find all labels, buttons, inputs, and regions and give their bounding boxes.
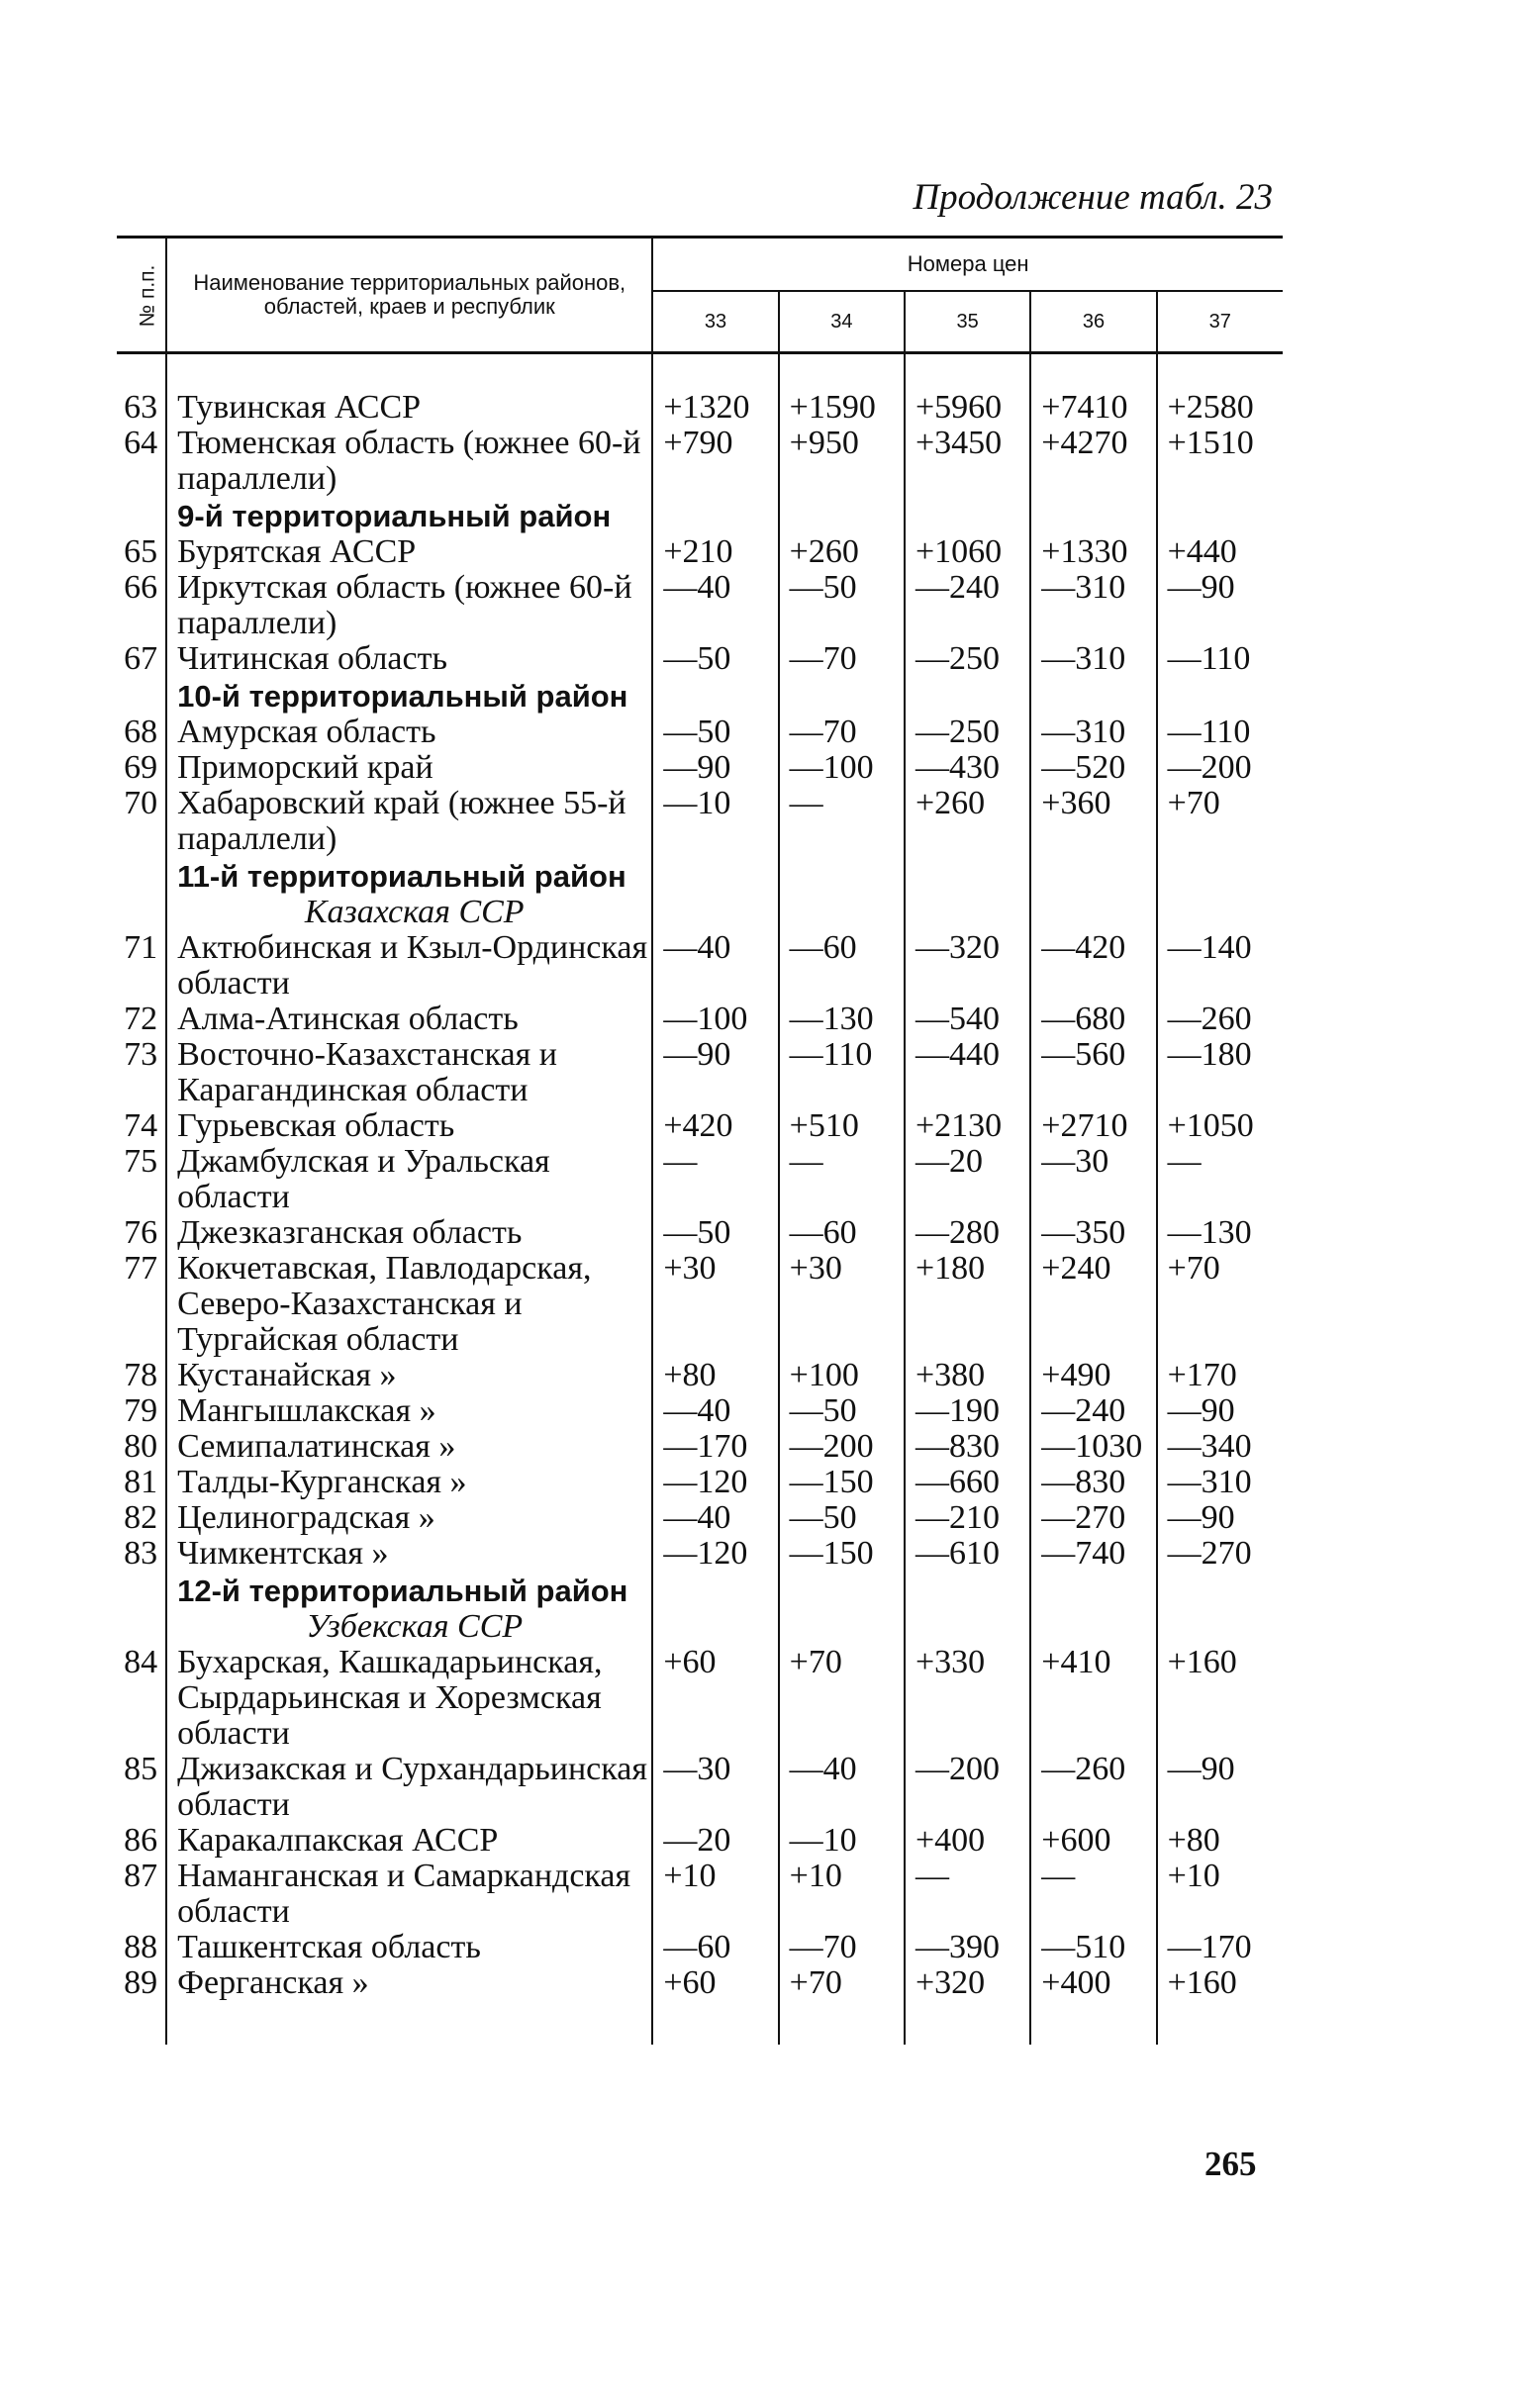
price-value: —20: [905, 1144, 1030, 1215]
price-value: +30: [663, 1250, 717, 1287]
price-value: —50: [779, 1393, 905, 1429]
table-row: [117, 1429, 1283, 1465]
table-row: [117, 1358, 1283, 1393]
price-value: [779, 895, 905, 930]
price-value: —50: [663, 1214, 731, 1251]
price-value: —260: [1157, 1002, 1283, 1037]
price-value: —130: [1157, 1215, 1283, 1251]
column-header-price: 37: [1157, 291, 1283, 353]
price-value: —60: [663, 1929, 731, 1965]
table-row: [117, 786, 1283, 857]
region-name: Целиноградская »: [166, 1500, 652, 1536]
price-value: —120: [663, 1464, 748, 1500]
region-name: Ташкентская область: [166, 1930, 652, 1965]
price-value: [905, 895, 1030, 930]
region-name: Амурская область: [166, 715, 652, 750]
price-value: +320: [905, 1965, 1030, 2045]
price-value: —90: [1157, 1752, 1283, 1823]
row-number: 66: [117, 570, 166, 641]
region-name: Каракалпакская АССР: [166, 1823, 652, 1859]
price-value: [905, 677, 1030, 715]
price-value: [652, 497, 778, 534]
row-number: [117, 1572, 166, 1609]
price-value: —70: [779, 641, 905, 677]
region-name: Бухарская, Кашкадарьинская, Сырдарьинская и Хорезмская области: [166, 1645, 652, 1752]
price-value: [1030, 895, 1156, 930]
price-value: —110: [779, 1037, 905, 1108]
price-value: +360: [1030, 786, 1156, 857]
row-number: 88: [117, 1930, 166, 1965]
row-number: 89: [117, 1965, 166, 2045]
price-value: [652, 1572, 778, 1609]
price-value: —70: [779, 1930, 905, 1965]
price-value: [652, 677, 778, 715]
price-value: —740: [1030, 1536, 1156, 1572]
region-name: Алма-Атинская область: [166, 1002, 652, 1037]
price-value: —320: [905, 930, 1030, 1002]
republic-title: Казахская ССР: [166, 895, 652, 930]
price-value: [1157, 497, 1283, 534]
region-name: Джизакская и Сурхандарьинская области: [166, 1752, 652, 1823]
price-value: +10: [1157, 1859, 1283, 1930]
region-name: Тюменская область (южнее 60-й параллели): [166, 426, 652, 497]
price-value: —60: [779, 930, 905, 1002]
region-name: Чимкентская »: [166, 1536, 652, 1572]
row-number: [117, 1609, 166, 1645]
price-value: —60: [779, 1215, 905, 1251]
price-value: —50: [663, 714, 731, 750]
price-value: —240: [1030, 1393, 1156, 1429]
price-value: +490: [1030, 1358, 1156, 1393]
price-value: [779, 677, 905, 715]
region-name: Джамбулская и Уральская области: [166, 1144, 652, 1215]
price-value: +160: [1157, 1965, 1283, 2045]
table-row: [117, 1859, 1283, 1930]
row-number: 82: [117, 1500, 166, 1536]
row-number: 75: [117, 1144, 166, 1215]
table-row: [117, 426, 1283, 497]
price-value: +950: [779, 426, 905, 497]
row-number: 69: [117, 750, 166, 786]
row-number: 83: [117, 1536, 166, 1572]
price-value: [905, 1609, 1030, 1645]
price-value: —: [779, 1144, 905, 1215]
price-value: —40: [663, 569, 731, 606]
region-name: Гурьевская область: [166, 1108, 652, 1144]
price-value: —180: [1157, 1037, 1283, 1108]
table-caption: Продолжение табл. 23: [913, 177, 1273, 218]
row-number: 84: [117, 1645, 166, 1752]
republic-heading-row: [117, 895, 1283, 930]
table-row: [117, 1823, 1283, 1859]
region-name: Актюбинская и Кзыл-Ординская области: [166, 930, 652, 1002]
column-header-price: 33: [652, 291, 778, 353]
row-number: 72: [117, 1002, 166, 1037]
price-value: [1030, 1572, 1156, 1609]
price-value: +10: [663, 1858, 717, 1894]
price-value: —50: [779, 570, 905, 641]
price-value: —140: [1157, 930, 1283, 1002]
price-value: [779, 1572, 905, 1609]
price-value: —90: [663, 749, 731, 786]
republic-heading-row: [117, 1609, 1283, 1645]
price-value: +2130: [905, 1108, 1030, 1144]
region-name: Восточно-Казахстанская и Карагандинская области: [166, 1037, 652, 1108]
price-value: +7410: [1030, 353, 1156, 427]
price-value: —250: [905, 715, 1030, 750]
region-name: Бурятская АССР: [166, 534, 652, 570]
price-value: —310: [1157, 1465, 1283, 1500]
price-value: —260: [1030, 1752, 1156, 1823]
table-row: [117, 1144, 1283, 1215]
price-value: —200: [905, 1752, 1030, 1823]
price-value: —210: [905, 1500, 1030, 1536]
price-value: —130: [779, 1002, 905, 1037]
price-value: [1030, 677, 1156, 715]
table-row: [117, 1037, 1283, 1108]
table-row: [117, 750, 1283, 786]
price-value: —10: [663, 785, 731, 821]
row-number: 87: [117, 1859, 166, 1930]
price-value: —: [663, 1143, 698, 1180]
price-value: +70: [1157, 1251, 1283, 1358]
section-title: 10-й территориальный район: [166, 677, 652, 715]
section-heading-row: [117, 857, 1283, 895]
price-value: —: [905, 1859, 1030, 1930]
price-value: —40: [663, 1392, 731, 1429]
price-value: +100: [779, 1358, 905, 1393]
price-value: —100: [663, 1001, 748, 1037]
column-header-price: 36: [1030, 291, 1156, 353]
price-value: +30: [779, 1251, 905, 1358]
column-header-group: Номера цен: [652, 238, 1283, 292]
price-value: —560: [1030, 1037, 1156, 1108]
price-value: —310: [1030, 570, 1156, 641]
row-number: [117, 497, 166, 534]
price-value: —: [1157, 1144, 1283, 1215]
price-value: —240: [905, 570, 1030, 641]
republic-title: Узбекская ССР: [166, 1609, 652, 1645]
price-value: —40: [663, 1499, 731, 1536]
price-value: —510: [1030, 1930, 1156, 1965]
row-number: 67: [117, 641, 166, 677]
price-value: —280: [905, 1215, 1030, 1251]
region-name: Читинская область: [166, 641, 652, 677]
price-value: +1330: [1030, 534, 1156, 570]
price-value: —680: [1030, 1002, 1156, 1037]
price-value: +70: [779, 1965, 905, 2045]
price-value: [779, 857, 905, 895]
price-value: [1157, 895, 1283, 930]
region-name: Наманганская и Самаркандская области: [166, 1859, 652, 1930]
price-value: —90: [663, 1036, 731, 1073]
table-row: [117, 534, 1283, 570]
table-row: [117, 1002, 1283, 1037]
price-value: —520: [1030, 750, 1156, 786]
price-value: —250: [905, 641, 1030, 677]
row-number: 78: [117, 1358, 166, 1393]
price-value: +160: [1157, 1645, 1283, 1752]
price-value: +410: [1030, 1645, 1156, 1752]
price-value: —540: [905, 1002, 1030, 1037]
price-value: —50: [663, 640, 731, 677]
price-value: —610: [905, 1536, 1030, 1572]
section-heading-row: [117, 677, 1283, 715]
table-row: [117, 1930, 1283, 1965]
price-value: —270: [1030, 1500, 1156, 1536]
region-name: Тувинская АССР: [166, 353, 652, 427]
price-value: +210: [663, 533, 733, 570]
price-value: —40: [779, 1752, 905, 1823]
row-number: 81: [117, 1465, 166, 1500]
price-value: [1157, 1609, 1283, 1645]
price-value: +1060: [905, 534, 1030, 570]
price-value: —190: [905, 1393, 1030, 1429]
price-value: [1157, 857, 1283, 895]
price-value: [1157, 677, 1283, 715]
price-value: +260: [779, 534, 905, 570]
price-value: +240: [1030, 1251, 1156, 1358]
price-value: +3450: [905, 426, 1030, 497]
price-value: +180: [905, 1251, 1030, 1358]
row-number: 77: [117, 1251, 166, 1358]
section-title: 11-й территориальный район: [166, 857, 652, 895]
price-value: +330: [905, 1645, 1030, 1752]
price-value: [1030, 1609, 1156, 1645]
table-row: [117, 1965, 1283, 2045]
row-number: 76: [117, 1215, 166, 1251]
region-name: Кокчетавская, Павлодарская, Северо-Казахстанская и Тургайская области: [166, 1251, 652, 1358]
price-value: +1050: [1157, 1108, 1283, 1144]
table-row: [117, 1500, 1283, 1536]
row-number: [117, 857, 166, 895]
price-value: +510: [779, 1108, 905, 1144]
table-row: [117, 1215, 1283, 1251]
region-name: Джезказганская область: [166, 1215, 652, 1251]
price-value: +10: [779, 1859, 905, 1930]
price-value: [905, 1572, 1030, 1609]
column-header-price: 35: [905, 291, 1030, 353]
price-value: —420: [1030, 930, 1156, 1002]
row-number: 63: [117, 353, 166, 427]
price-value: [779, 497, 905, 534]
price-value: —110: [1157, 715, 1283, 750]
row-number: 70: [117, 786, 166, 857]
row-number: 79: [117, 1393, 166, 1429]
price-value: —200: [779, 1429, 905, 1465]
price-value: [1030, 497, 1156, 534]
price-value: —1030: [1030, 1429, 1156, 1465]
table-row: [117, 715, 1283, 750]
table-row: [117, 1108, 1283, 1144]
price-value: [905, 497, 1030, 534]
price-value: +420: [663, 1107, 733, 1144]
section-title: 9-й территориальный район: [166, 497, 652, 534]
price-value: —270: [1157, 1536, 1283, 1572]
price-value: —90: [1157, 570, 1283, 641]
row-number: 68: [117, 715, 166, 750]
price-value: +80: [663, 1357, 717, 1393]
price-value: —10: [779, 1823, 905, 1859]
section-heading-row: [117, 1572, 1283, 1609]
price-value: +4270: [1030, 426, 1156, 497]
price-value: —310: [1030, 715, 1156, 750]
column-header-name: Наименование территориальных районов, областей, краев и республик: [166, 238, 652, 353]
row-number: 65: [117, 534, 166, 570]
price-value: —150: [779, 1536, 905, 1572]
section-heading-row: [117, 497, 1283, 534]
price-value: +60: [663, 1644, 717, 1680]
price-value: —30: [663, 1751, 731, 1787]
price-value: —660: [905, 1465, 1030, 1500]
price-value: —830: [905, 1429, 1030, 1465]
page-number: 265: [1204, 2145, 1257, 2183]
region-name: Хабаровский край (южнее 55-й параллели): [166, 786, 652, 857]
price-value: [652, 1609, 778, 1645]
price-value: —170: [663, 1428, 748, 1465]
price-value: +70: [1157, 786, 1283, 857]
price-value: +80: [1157, 1823, 1283, 1859]
table-row: [117, 1645, 1283, 1752]
price-value: [779, 1609, 905, 1645]
price-value: —120: [663, 1535, 748, 1572]
row-number: 74: [117, 1108, 166, 1144]
price-value: —340: [1157, 1429, 1283, 1465]
price-value: +60: [663, 1964, 717, 2001]
price-value: +5960: [905, 353, 1030, 427]
price-value: —830: [1030, 1465, 1156, 1500]
table-row: [117, 353, 1283, 427]
region-name: Ферганская »: [166, 1965, 652, 2045]
price-value: —20: [663, 1822, 731, 1859]
region-name: Семипалатинская »: [166, 1429, 652, 1465]
table-row: [117, 1251, 1283, 1358]
region-name: Мангышлакская »: [166, 1393, 652, 1429]
table-row: [117, 570, 1283, 641]
price-value: +1590: [779, 353, 905, 427]
price-value: —440: [905, 1037, 1030, 1108]
table-row: [117, 641, 1283, 677]
table-row: [117, 1393, 1283, 1429]
table-row: [117, 930, 1283, 1002]
price-value: —: [1030, 1859, 1156, 1930]
price-value: +70: [779, 1645, 905, 1752]
price-value: [1157, 1572, 1283, 1609]
price-value: —40: [663, 929, 731, 966]
price-value: —100: [779, 750, 905, 786]
section-title: 12-й территориальный район: [166, 1572, 652, 1609]
table-row: [117, 1536, 1283, 1572]
price-value: [652, 857, 778, 895]
region-name: Приморский край: [166, 750, 652, 786]
price-value: +790: [663, 425, 733, 461]
row-number: [117, 895, 166, 930]
price-value: +260: [905, 786, 1030, 857]
row-number: 64: [117, 426, 166, 497]
price-table: [117, 236, 1283, 2045]
price-value: [652, 895, 778, 930]
price-value: —50: [779, 1500, 905, 1536]
row-number: 71: [117, 930, 166, 1002]
row-number: 86: [117, 1823, 166, 1859]
column-header-number: № п.п.: [117, 238, 166, 353]
price-value: +600: [1030, 1823, 1156, 1859]
price-value: —350: [1030, 1215, 1156, 1251]
price-value: —310: [1030, 641, 1156, 677]
price-value: +2710: [1030, 1108, 1156, 1144]
row-number: [117, 677, 166, 715]
region-name: Кустанайская »: [166, 1358, 652, 1393]
price-value: —30: [1030, 1144, 1156, 1215]
row-number: 80: [117, 1429, 166, 1465]
price-value: —70: [779, 715, 905, 750]
price-value: +1320: [663, 389, 750, 426]
price-value: +400: [905, 1823, 1030, 1859]
price-value: —110: [1157, 641, 1283, 677]
price-value: +170: [1157, 1358, 1283, 1393]
price-value: —430: [905, 750, 1030, 786]
row-number: 85: [117, 1752, 166, 1823]
price-value: +440: [1157, 534, 1283, 570]
price-value: [1030, 857, 1156, 895]
price-value: —90: [1157, 1393, 1283, 1429]
price-value: —200: [1157, 750, 1283, 786]
price-value: +1510: [1157, 426, 1283, 497]
table-body: [117, 353, 1283, 2046]
price-value: +400: [1030, 1965, 1156, 2045]
table-row: [117, 1752, 1283, 1823]
table-row: [117, 1465, 1283, 1500]
row-number: 73: [117, 1037, 166, 1108]
price-value: —150: [779, 1465, 905, 1500]
price-value: —390: [905, 1930, 1030, 1965]
price-value: [905, 857, 1030, 895]
price-value: —170: [1157, 1930, 1283, 1965]
region-name: Талды-Курганская »: [166, 1465, 652, 1500]
price-value: —: [779, 786, 905, 857]
price-value: —90: [1157, 1500, 1283, 1536]
region-name: Иркутская область (южнее 60-й параллели): [166, 570, 652, 641]
price-value: +380: [905, 1358, 1030, 1393]
price-value: +2580: [1157, 353, 1283, 427]
column-header-price: 34: [779, 291, 905, 353]
